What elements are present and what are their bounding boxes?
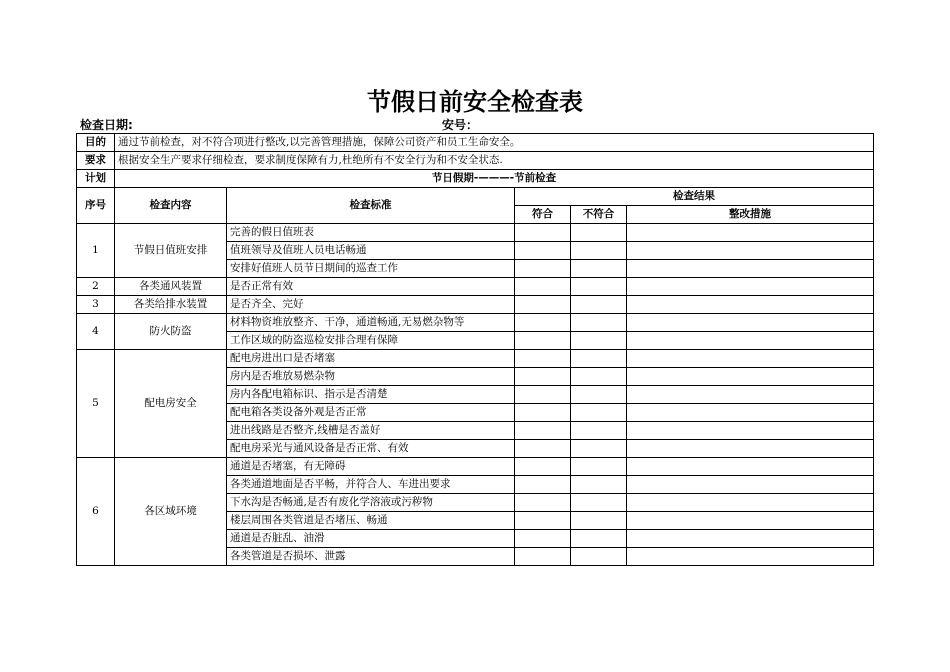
header-content: 检查内容 (115, 188, 227, 224)
action-cell[interactable] (627, 296, 874, 314)
item-standard: 是否正常有效 (227, 278, 515, 296)
page-title: 节假日前安全检查表 (367, 88, 583, 116)
fail-cell[interactable] (571, 368, 627, 386)
pass-cell[interactable] (515, 332, 571, 350)
action-cell[interactable] (627, 494, 874, 512)
fail-cell[interactable] (571, 296, 627, 314)
pass-cell[interactable] (515, 242, 571, 260)
pass-cell[interactable] (515, 386, 571, 404)
inspection-table (76, 133, 874, 566)
action-cell[interactable] (627, 368, 874, 386)
fail-cell[interactable] (571, 422, 627, 440)
fail-cell[interactable] (571, 548, 627, 566)
action-cell[interactable] (627, 548, 874, 566)
pass-cell[interactable] (515, 512, 571, 530)
action-cell[interactable] (627, 224, 874, 242)
inspection-table-body (77, 134, 874, 566)
item-no: 3 (77, 296, 115, 314)
requirement-text: 根据安全生产要求仔细检查，要求制度保障有力,杜绝所有不安全行为和不安全状态. (115, 152, 874, 170)
header-action: 整改措施 (627, 206, 874, 224)
fail-cell[interactable] (571, 242, 627, 260)
fail-cell[interactable] (571, 224, 627, 242)
pass-cell[interactable] (515, 422, 571, 440)
pass-cell[interactable] (515, 458, 571, 476)
pass-cell[interactable] (515, 404, 571, 422)
pass-cell[interactable] (515, 368, 571, 386)
header-fail: 不符合 (571, 206, 627, 224)
item-no: 4 (77, 314, 115, 350)
header-standard: 检查标准 (227, 188, 515, 224)
pass-cell[interactable] (515, 350, 571, 368)
item-standard: 房内各配电箱标识、指示是否清楚 (227, 386, 515, 404)
pass-cell[interactable] (515, 314, 571, 332)
item-no: 2 (77, 278, 115, 296)
fail-cell[interactable] (571, 530, 627, 548)
action-cell[interactable] (627, 458, 874, 476)
table-row (77, 350, 874, 368)
item-standard: 下水沟是否畅通,是否有废化学溶液或污秽物 (227, 494, 515, 512)
requirement-row (77, 152, 874, 170)
fail-cell[interactable] (571, 350, 627, 368)
item-standard: 配电房采光与通风设备是否正常、有效 (227, 440, 515, 458)
pass-cell[interactable] (515, 260, 571, 278)
fail-cell[interactable] (571, 494, 627, 512)
item-standard: 楼层周围各类管道是否堵压、畅通 (227, 512, 515, 530)
purpose-label: 目的 (77, 134, 115, 152)
header-result: 检查结果 (515, 188, 874, 206)
action-cell[interactable] (627, 350, 874, 368)
header-pass: 符合 (515, 206, 571, 224)
fail-cell[interactable] (571, 476, 627, 494)
item-standard: 安排好值班人员节日期间的巡查工作 (227, 260, 515, 278)
pass-cell[interactable] (515, 224, 571, 242)
serial-number-label: 安号： (442, 118, 479, 132)
item-standard: 通道是否脏乱、油滑 (227, 530, 515, 548)
purpose-text: 通过节前检查，对不符合项进行整改,以完善管理措施，保障公司资产和员工生命安全。 (115, 134, 874, 152)
pass-cell[interactable] (515, 476, 571, 494)
requirement-label: 要求 (77, 152, 115, 170)
fail-cell[interactable] (571, 386, 627, 404)
item-standard: 进出线路是否整齐,线槽是否盖好 (227, 422, 515, 440)
action-cell[interactable] (627, 386, 874, 404)
fail-cell[interactable] (571, 332, 627, 350)
pass-cell[interactable] (515, 296, 571, 314)
item-no: 6 (77, 458, 115, 566)
action-cell[interactable] (627, 260, 874, 278)
header-row (77, 188, 874, 206)
action-cell[interactable] (627, 332, 874, 350)
item-standard: 各类管道是否损坏、泄露 (227, 548, 515, 566)
fail-cell[interactable] (571, 314, 627, 332)
table-row (77, 278, 874, 296)
action-cell[interactable] (627, 422, 874, 440)
pass-cell[interactable] (515, 530, 571, 548)
fail-cell[interactable] (571, 404, 627, 422)
item-content: 各区域环境 (115, 458, 227, 566)
action-cell[interactable] (627, 404, 874, 422)
item-standard: 值班领导及值班人员电话畅通 (227, 242, 515, 260)
action-cell[interactable] (627, 314, 874, 332)
item-standard: 完善的假日值班表 (227, 224, 515, 242)
purpose-row (77, 134, 874, 152)
fail-cell[interactable] (571, 260, 627, 278)
inspection-date-label: 检查日期: (80, 118, 133, 132)
item-content: 节假日值班安排 (115, 224, 227, 278)
fail-cell[interactable] (571, 458, 627, 476)
action-cell[interactable] (627, 278, 874, 296)
item-no: 1 (77, 224, 115, 278)
item-content: 防火防盗 (115, 314, 227, 350)
item-no: 5 (77, 350, 115, 458)
pass-cell[interactable] (515, 440, 571, 458)
table-row (77, 458, 874, 476)
table-row (77, 314, 874, 332)
item-standard: 工作区域的防盗巡检安排合理有保障 (227, 332, 515, 350)
item-standard: 是否齐全、完好 (227, 296, 515, 314)
action-cell[interactable] (627, 242, 874, 260)
action-cell[interactable] (627, 476, 874, 494)
plan-text: 节日假期-———-节前检查 (115, 170, 874, 188)
item-standard: 房内是否堆放易燃杂物 (227, 368, 515, 386)
fail-cell[interactable] (571, 278, 627, 296)
pass-cell[interactable] (515, 548, 571, 566)
item-standard: 配电箱各类设备外观是否正常 (227, 404, 515, 422)
item-content: 各类给排水装置 (115, 296, 227, 314)
item-content: 各类通风装置 (115, 278, 227, 296)
item-standard: 各类通道地面是否平畅，并符合人、车进出要求 (227, 476, 515, 494)
action-cell[interactable] (627, 440, 874, 458)
plan-row (77, 170, 874, 188)
pass-cell[interactable] (515, 278, 571, 296)
pass-cell[interactable] (515, 494, 571, 512)
table-row (77, 296, 874, 314)
item-standard: 配电房进出口是否堵塞 (227, 350, 515, 368)
fail-cell[interactable] (571, 440, 627, 458)
fail-cell[interactable] (571, 512, 627, 530)
action-cell[interactable] (627, 512, 874, 530)
table-row (77, 224, 874, 242)
item-standard: 通道是否堵塞，有无障碍 (227, 458, 515, 476)
plan-label: 计划 (77, 170, 115, 188)
item-standard: 材料物资堆放整齐、干净，通道畅通,无易燃杂物等 (227, 314, 515, 332)
header-no: 序号 (77, 188, 115, 224)
item-content: 配电房安全 (115, 350, 227, 458)
action-cell[interactable] (627, 530, 874, 548)
